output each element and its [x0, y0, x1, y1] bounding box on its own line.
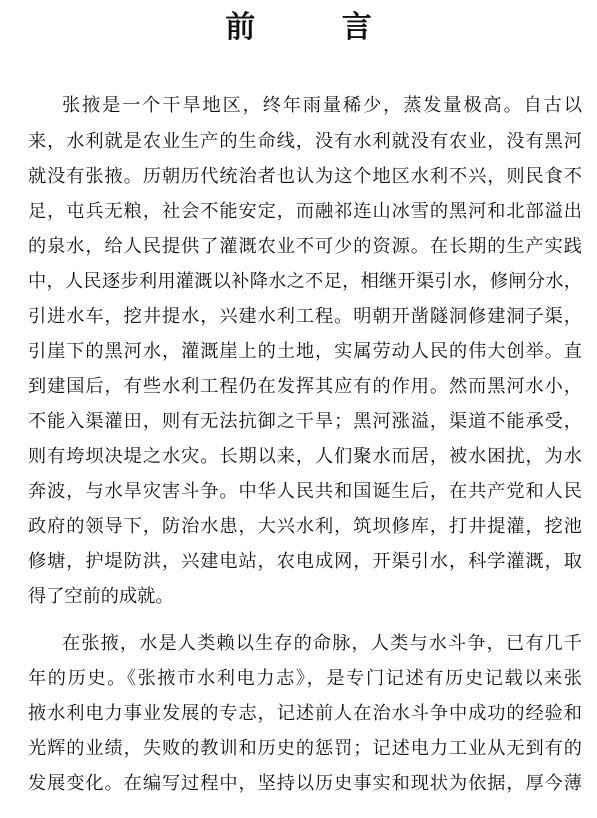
paragraph-1-line: 来，水利就是农业生产的生命线，没有水利就没有农业，没有黑河	[28, 131, 582, 152]
paragraph-2-line: 掖水利电力事业发展的专志，记述前人在治水斗争中成功的经验和	[28, 703, 582, 724]
paragraph-1-line: 不能入渠灌田，则有无法抗御之干旱；黑河涨溢，渠道不能承受，	[28, 411, 582, 432]
paragraph-1-line: 的泉水，给人民提供了灌溉农业不可少的资源。在长期的生产实践	[28, 236, 582, 257]
paragraph-2-line: 发展变化。在编写过程中，坚持以历史事实和现状为依据，厚今薄	[28, 773, 582, 794]
paragraph-1-line: 引崖下的黑河水，灌溉崖上的土地，实属劳动人民的伟大创举。直	[28, 341, 582, 362]
paragraph-1-line: 修塘，护堤防洪，兴建电站，农电成网，开渠引水，科学灌溉，取	[28, 551, 582, 572]
paragraph-2-line: 年的历史。《张掖市水利电力志》，是专门记述有历史记载以来张	[28, 668, 582, 689]
paragraph-1-line: 中，人民逐步利用灌溉以补降水之不足，相继开渠引水，修闸分水，	[28, 271, 582, 292]
paragraph-1-line: 奔波，与水旱灾害斗争。中华人民共和国诞生后，在共产党和人民	[28, 481, 582, 502]
paragraph-1-line: 得了空前的成就。	[28, 586, 174, 607]
paragraph-2-line: 光辉的业绩，失败的教训和历史的惩罚；记述电力工业从无到有的	[28, 738, 582, 759]
paragraph-1-line: 到建国后，有些水利工程仍在发挥其应有的作用。然而黑河水小，	[28, 376, 582, 397]
paragraph-1-line: 张掖是一个干旱地区，终年雨量稀少，蒸发量极高。自古以	[62, 95, 582, 116]
paragraph-1-line: 就没有张掖。历朝历代统治者也认为这个地区水利不兴，则民食不	[28, 166, 582, 187]
page-title: 前 言	[225, 10, 410, 45]
paragraph-1-line: 足，屯兵无粮，社会不能安定，而融祁连山冰雪的黑河和北部溢出	[28, 201, 582, 222]
paragraph-1-line: 则有垮坝决堤之水灾。长期以来，人们聚水而居，被水困扰，为水	[28, 446, 582, 467]
paragraph-1-line: 政府的领导下，防治水患，大兴水利，筑坝修库，打井提灌，挖池	[28, 516, 582, 537]
paragraph-2-line: 在张掖，水是人类赖以生存的命脉，人类与水斗争，已有几千	[62, 633, 582, 654]
paragraph-1-line: 引进水车，挖井提水，兴建水利工程。明朝开凿隧洞修建洞子渠，	[28, 306, 582, 327]
